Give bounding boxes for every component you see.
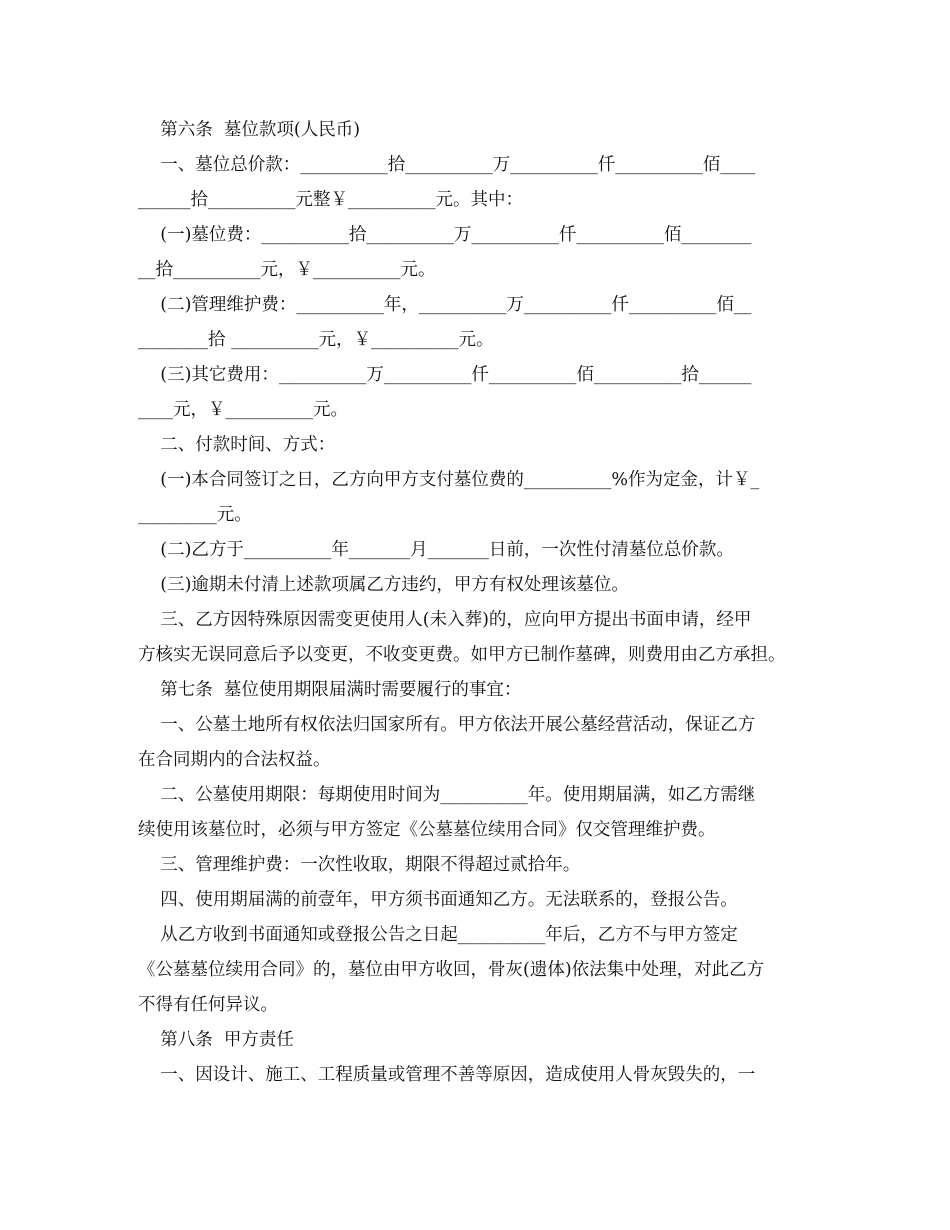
full-payment-line: (二)乙方于__________年_______月_______日前，一次性付清墓位总价款。 (138, 540, 734, 560)
overdue-line: (三)逾期未付清上述款项属乙方违约，甲方有权处理该墓位。 (138, 575, 629, 595)
usage-period-line-1: 二、公墓使用期限：每期使用时间为__________年。使用期届满，如乙方需继 (138, 785, 756, 805)
maintenance-fee-line-2: ________拾 __________元，￥__________元。 (138, 330, 494, 350)
party-a-liability-line: 一、因设计、施工、工程质量或管理不善等原因，造成使用人骨灰毁失的，一 (138, 1065, 756, 1085)
reclaim-line-1: 从乙方收到书面通知或登报公告之日起__________年后，乙方不与甲方签定 (138, 925, 738, 945)
reclaim-line-3: 不得有任何异议。 (138, 995, 278, 1015)
notice-line: 四、使用期届满的前壹年，甲方须书面通知乙方。无法联系的，登报公告。 (138, 890, 738, 910)
plot-fee-line-2: __拾__________元，￥__________元。 (138, 260, 436, 280)
article-8-heading: 第八条 甲方责任 (138, 1030, 294, 1050)
plot-fee-line-1: (一)墓位费：__________拾__________万__________仟__________佰________ (138, 225, 752, 245)
deposit-line-2: _________元。 (138, 505, 252, 525)
total-price-line-1: 一、墓位总价款：__________拾__________万__________仟__________佰____ (138, 155, 756, 175)
reclaim-line-2: 《公墓墓位续用合同》的，墓位由甲方收回，骨灰(遗体)依法集中处理，对此乙方 (138, 960, 765, 980)
deposit-line-1: (一)本合同签订之日，乙方向甲方支付墓位费的__________%作为定金，计￥_ (138, 470, 760, 490)
maintenance-fee-term-line: 三、管理维护费：一次性收取，期限不得超过贰拾年。 (138, 855, 581, 875)
maintenance-fee-line-1: (二)管理维护费：__________年，__________万__________仟__________佰__ (138, 295, 752, 315)
usage-period-line-2: 续使用该墓位时，必须与甲方签定《公墓墓位续用合同》仅交管理维护费。 (138, 820, 716, 840)
change-user-line-2: 方核实无误同意后予以变更，不收变更费。如甲方已制作墓碑，则费用由乙方承担。 (138, 645, 786, 665)
total-price-line-2: ______拾__________元整￥__________元。其中： (138, 190, 523, 210)
change-user-line-1: 三、乙方因特殊原因需变更使用人(未入葬)的，应向甲方提出书面申请，经甲 (138, 610, 752, 630)
other-fees-line-1: (三)其它费用：__________万__________仟__________佰__________拾______ (138, 365, 752, 385)
payment-method-heading: 二、付款时间、方式： (138, 435, 336, 455)
other-fees-line-2: ____元，￥__________元。 (138, 400, 348, 420)
land-ownership-line-2: 在合同期内的合法权益。 (138, 750, 331, 770)
land-ownership-line-1: 一、公墓土地所有权依法归国家所有。甲方依法开展公墓经营活动，保证乙方 (138, 715, 756, 735)
article-7-heading: 第七条 墓位使用期限届满时需要履行的事宜： (138, 680, 522, 700)
article-6-heading: 第六条 墓位款项(人民币) (138, 120, 361, 140)
